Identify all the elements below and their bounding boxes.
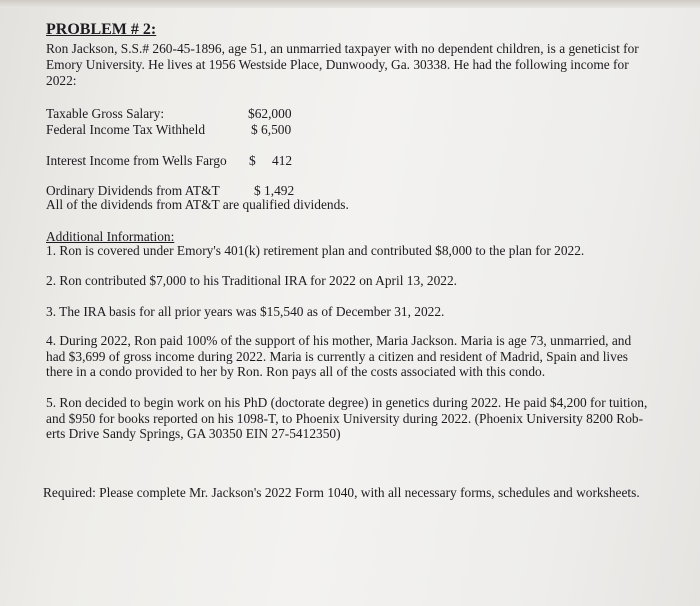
required-instruction: Required: Please complete Mr. Jackson's 2022 Form 1040, with all necessary forms, schedules and worksheets. [43,485,640,500]
paper-fold-shadow [0,0,700,8]
additional-item-2: 2. Ron contributed $7,000 to his Traditional IRA for 2022 on April 13, 2022. [46,273,458,288]
interest-value: 412 [272,153,293,168]
intro-line-2: Emory University. He lives at 1956 Westside Place, Dunwoody, Ga. 30338. He had the following income for [46,57,629,72]
interest-label: Interest Income from Wells Fargo [46,153,227,168]
additional-item-1: 1. Ron is covered under Emory's 401(k) retirement plan and contributed $8,000 to the plan for 2022. [46,243,585,258]
additional-info-heading: Additional Information: [46,229,175,244]
interest-currency: $ [249,153,256,168]
additional-item-3: 3. The IRA basis for all prior years was $15,540 as of December 31, 2022. [46,304,445,319]
intro-line-1: Ron Jackson, S.S.# 260-45-1896, age 51, an unmarried taxpayer with no dependent children, is a geneticist for [46,41,639,56]
dividends-label: Ordinary Dividends from AT&T [46,183,220,198]
problem-title [46,20,156,39]
salary-label: Taxable Gross Salary: [46,106,165,121]
additional-item-4-line-2: had $3,699 of gross income during 2022. Maria is currently a citizen and resident of Madrid, Spain and lives [46,349,628,364]
additional-item-5-line-3: erts Drive Sandy Springs, GA 30350 EIN 27-5412350) [46,426,341,441]
withheld-label: Federal Income Tax Withheld [46,122,206,137]
additional-item-4-line-1: 4. During 2022, Ron paid 100% of the support of his mother, Maria Jackson. Maria is age 73, unmarried, and [46,333,632,348]
dividends-value: $ 1,492 [254,183,295,198]
withheld-value: $ 6,500 [251,122,292,137]
additional-item-5-line-1: 5. Ron decided to begin work on his PhD (doctorate degree) in genetics during 2022. He paid $4,200 for tuition, [46,395,648,410]
additional-item-4-line-3: there in a condo provided to her by Ron. Ron pays all of the costs associated with this condo. [46,364,546,379]
additional-item-5-line-2: and $950 for books reported on his 1098-T, to Phoenix University during 2022. (Phoenix University 8200 Rob- [46,411,644,426]
salary-value: $62,000 [248,106,292,121]
problem-title-text: PROBLEM # 2: [46,21,157,38]
dividends-note: All of the dividends from AT&T are qualified dividends. [46,197,349,212]
intro-line-3: 2022: [46,73,77,88]
